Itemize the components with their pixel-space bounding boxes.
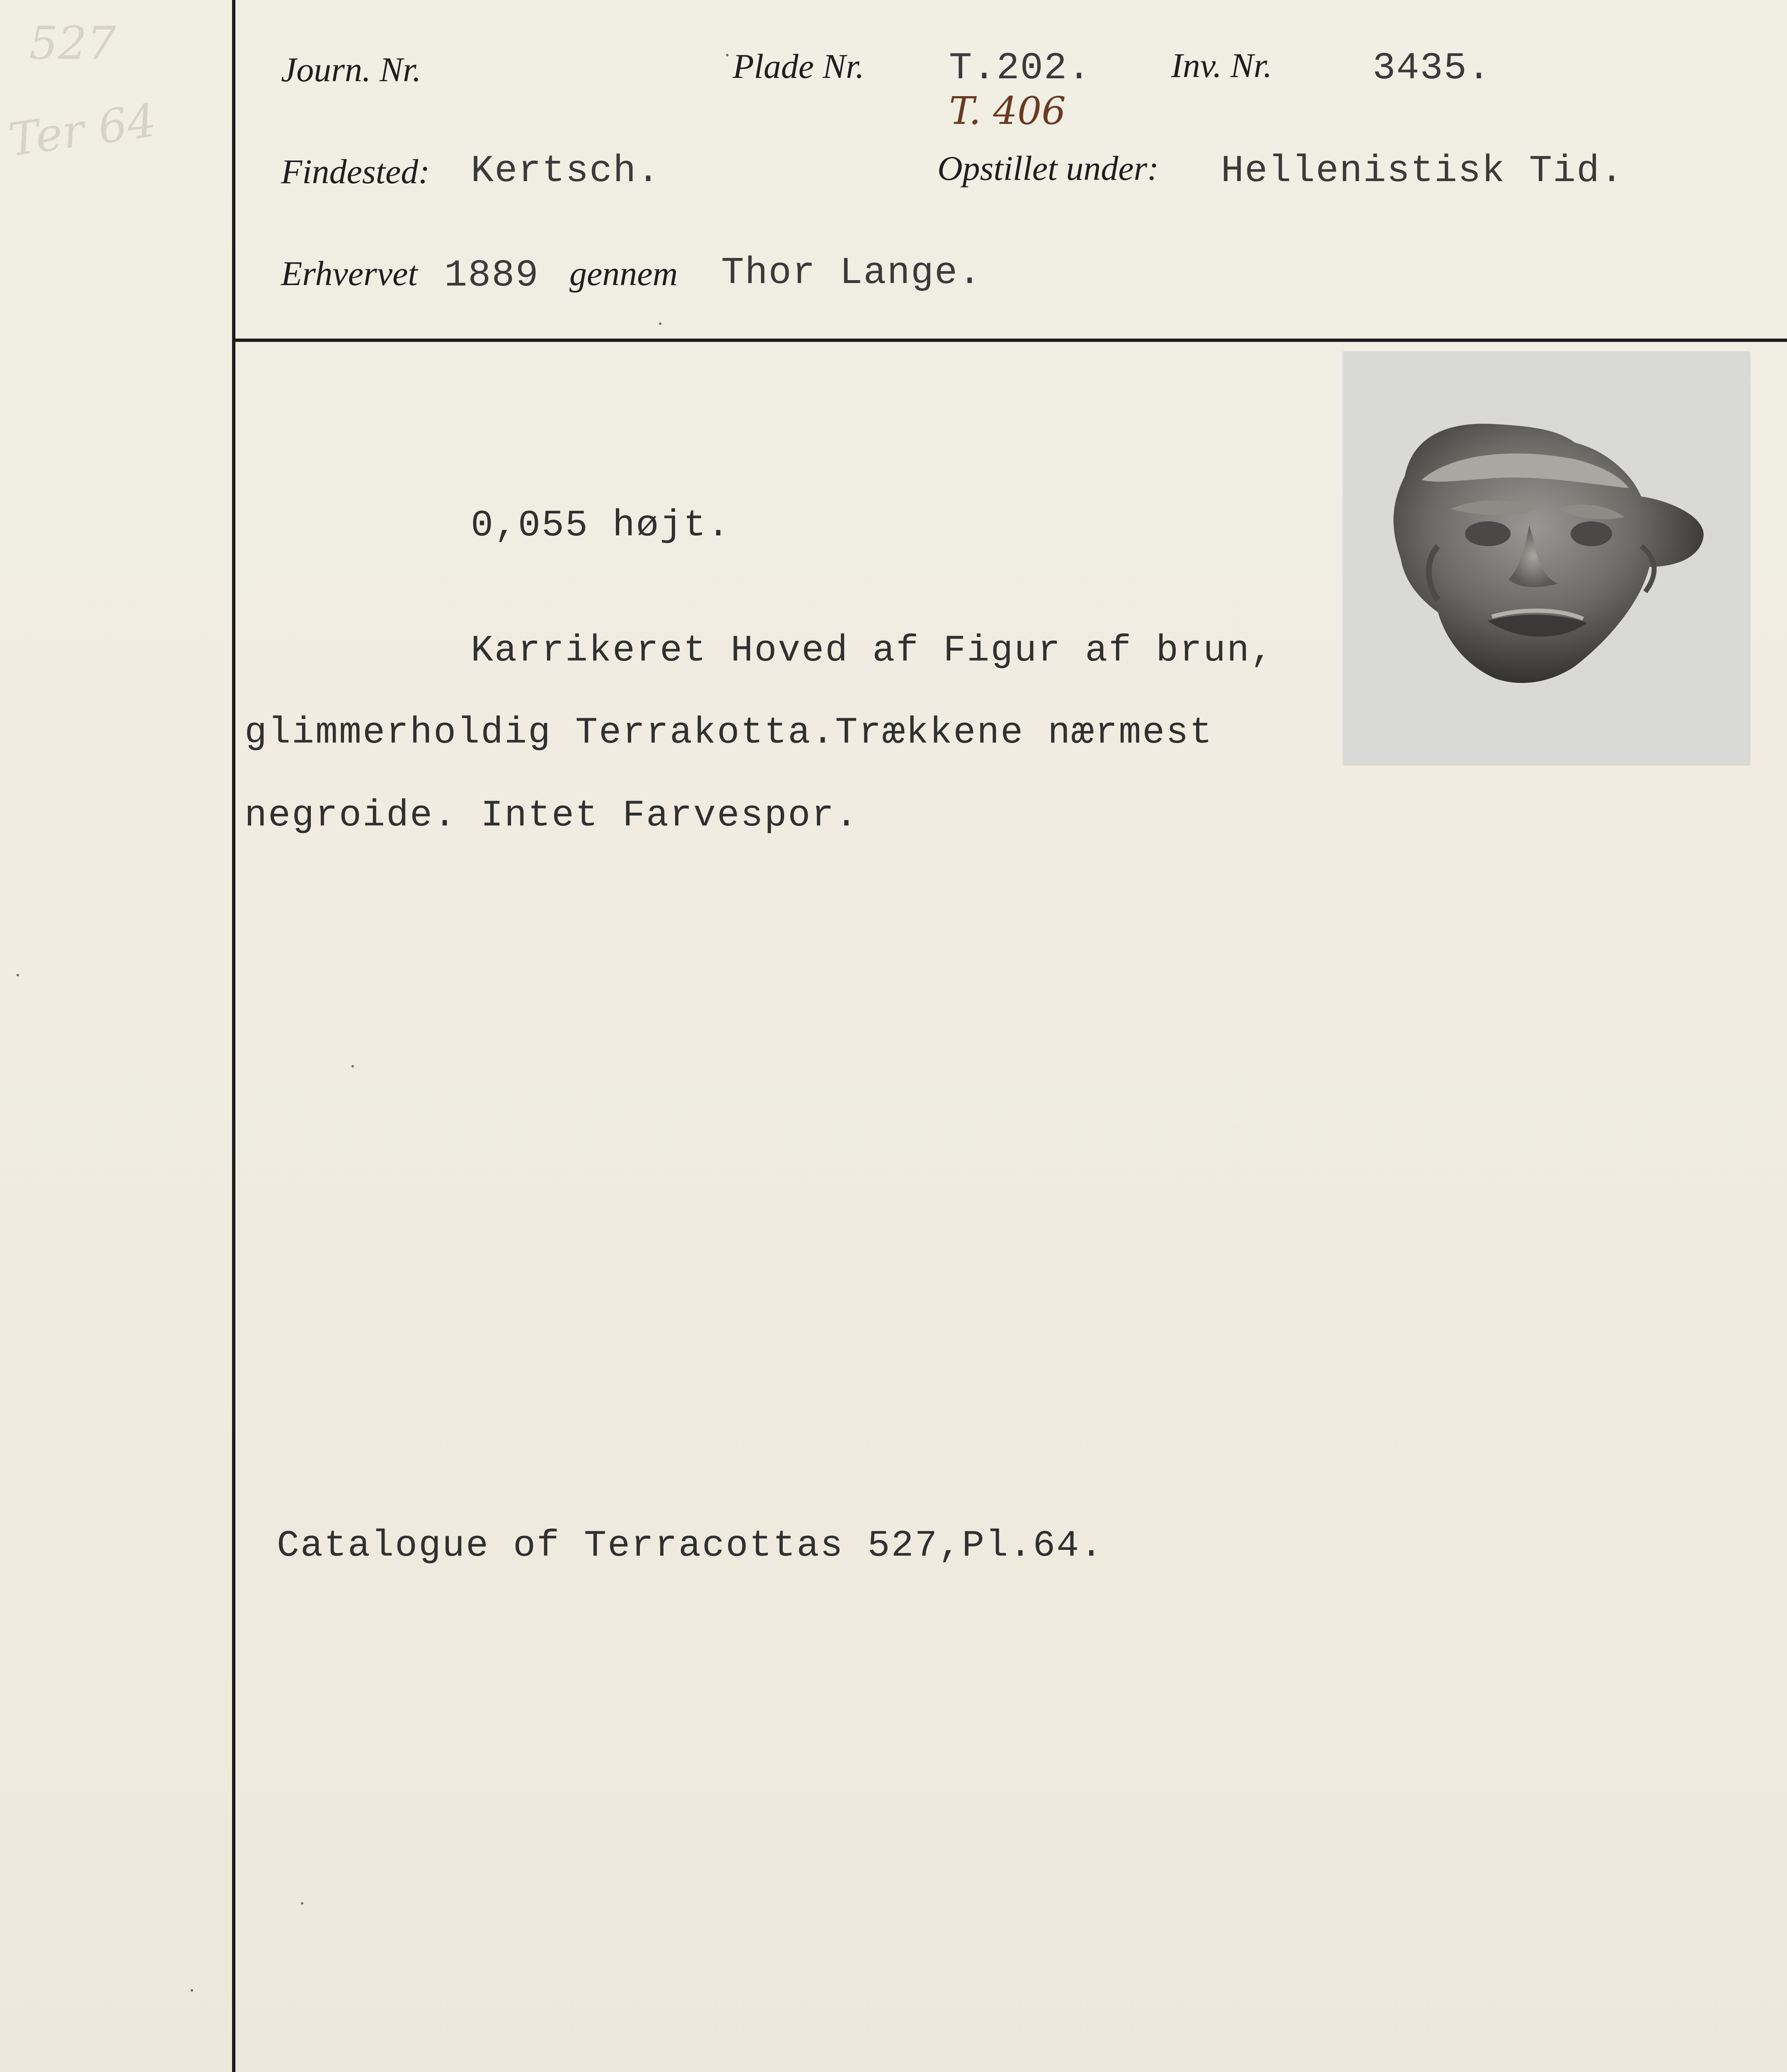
findested-label: Findested: xyxy=(281,152,430,191)
object-photo xyxy=(1343,351,1749,764)
description-line-2: glimmerholdig Terrakotta.Trækkene nærmest xyxy=(245,712,1213,754)
terracotta-head-image xyxy=(1343,351,1749,764)
speck xyxy=(659,322,661,325)
gennem-label: gennem xyxy=(569,254,678,293)
speck xyxy=(17,974,19,976)
gennem-value: Thor Lange. xyxy=(721,251,982,295)
opstillet-label: Opstillet under: xyxy=(937,149,1159,188)
plade-nr-label: Plade Nr. xyxy=(733,47,864,86)
bibliographic-reference: Catalogue of Terracottas 527,Pl.64. xyxy=(277,1525,1104,1567)
speck xyxy=(351,1065,354,1067)
faint-margin-note-1: 527 xyxy=(29,17,116,70)
findested-value: Kertsch. xyxy=(471,149,661,193)
description-line-1: Karrikeret Hoved af Figur af brun, xyxy=(471,630,1274,672)
plade-nr-handwritten: T. 406 xyxy=(949,89,1066,133)
height-measurement: 0,055 højt. xyxy=(471,505,731,547)
inv-nr-label: Inv. Nr. xyxy=(1171,46,1272,85)
description-line-3: negroide. Intet Farvespor. xyxy=(245,795,859,837)
opstillet-value: Hellenistisk Tid. xyxy=(1221,149,1624,193)
faint-margin-note-2: Ter 64 xyxy=(5,93,160,167)
speck xyxy=(191,1989,193,1992)
inv-nr-value: 3435. xyxy=(1373,46,1492,90)
journ-nr-label: Journ. Nr. xyxy=(281,51,421,89)
speck xyxy=(726,54,729,56)
plade-nr-value: T.202. xyxy=(949,46,1092,90)
header-rule xyxy=(235,339,1787,342)
speck xyxy=(301,1902,303,1905)
erhvervet-year: 1889 xyxy=(444,254,539,297)
margin-rule xyxy=(232,0,235,2072)
erhvervet-label: Erhvervet xyxy=(281,254,418,293)
